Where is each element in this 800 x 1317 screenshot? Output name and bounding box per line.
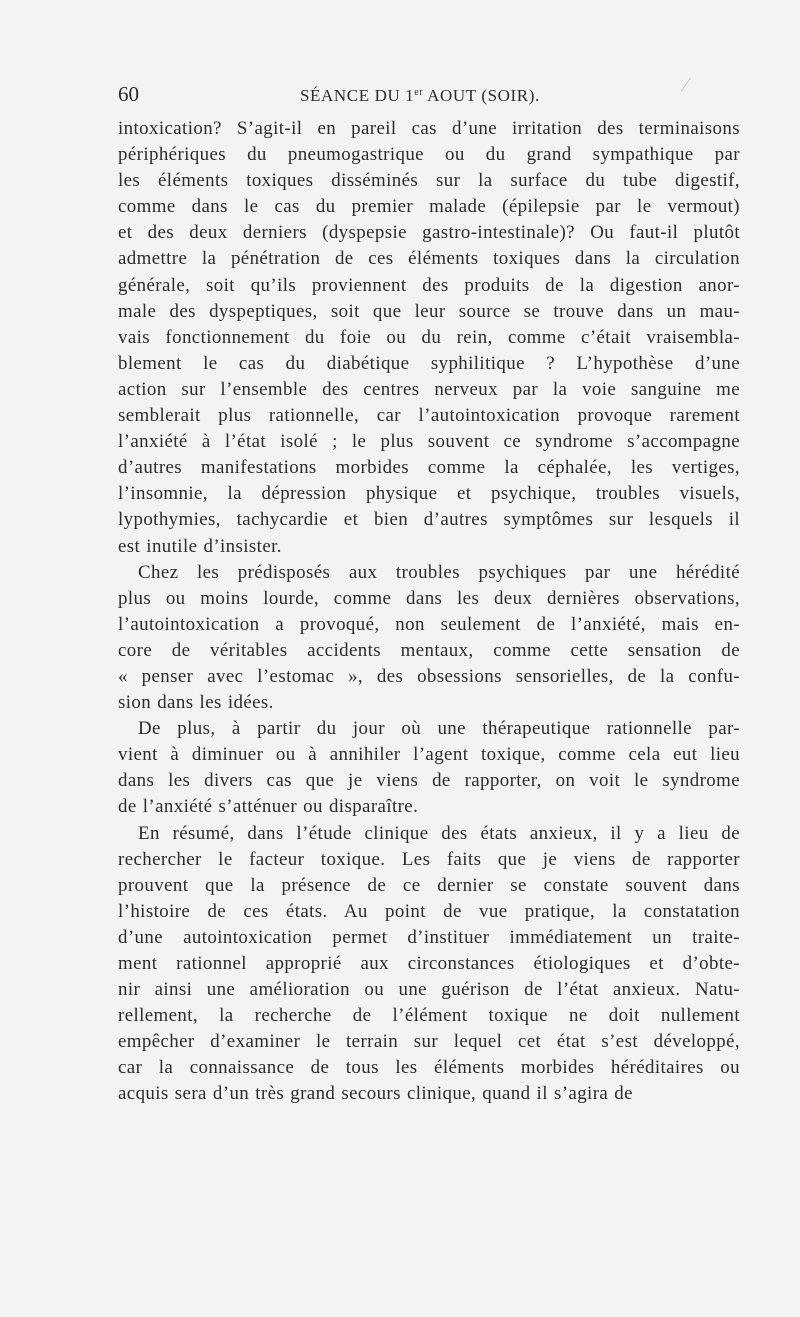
text-line: rellement, la recherche de l’élément toxique ne doit nullement (118, 1005, 740, 1027)
text-line: l’insomnie, la dépression physique et psychique, troubles visuels, (118, 483, 740, 505)
running-title-suffix: AOUT (SOIR). (423, 86, 540, 105)
paragraph (118, 116, 740, 560)
text-line: ment rationnel approprié aux circonstances étiologiques et d’obte- (118, 953, 740, 974)
text-line: l’histoire de ces états. Au point de vue pratique, la constatation (118, 900, 740, 922)
text-line: vais fonctionnement du foie ou du rein, comme c’était vraisembla- (118, 326, 740, 348)
text-line: générale, soit qu’ils proviennent des produits de la digestion anor- (118, 274, 740, 296)
running-title-prefix: SÉANCE DU 1 (300, 86, 415, 105)
paragraph (118, 560, 740, 717)
body-text (118, 116, 740, 1108)
text-line: périphériques du pneumogastrique ou du grand sympathique par (118, 144, 740, 166)
paragraph (118, 716, 740, 820)
page-number: 60 (118, 82, 139, 106)
text-line: est inutile d’insister. (118, 535, 282, 557)
text-line: les éléments toxiques disséminés sur la surface du tube digestif, (118, 170, 740, 192)
text-line: plus ou moins lourde, comme dans les deux dernières observations, (118, 587, 740, 609)
paragraph (118, 821, 740, 1108)
text-line: Chez les prédisposés aux troubles psychiques par une hérédité (138, 561, 740, 583)
text-line: core de véritables accidents mentaux, comme cette sensation de (118, 639, 740, 661)
text-line: l’autointoxication a provoqué, non seulement de l’anxiété, mais en- (118, 613, 740, 635)
text-line: acquis sera d’un très grand secours clinique, quand il s’agira de (118, 1083, 633, 1105)
text-line: action sur l’ensemble des centres nerveux par la voie sanguine me (118, 378, 740, 400)
text-line: dans les divers cas que je viens de rapporter, on voit le syndrome (118, 770, 740, 792)
text-line: nir ainsi une amélioration ou une guérison de l’état anxieux. Natu- (118, 979, 740, 1001)
text-line: car la connaissance de tous les éléments morbides héréditaires ou (118, 1057, 740, 1079)
text-line: En résumé, dans l’étude clinique des états anxieux, il y a lieu de (138, 822, 740, 844)
text-line: intoxication? S’agit-il en pareil cas d’une irritation des terminaisons (118, 118, 740, 139)
text-line: de l’anxiété s’atténuer ou disparaître. (118, 796, 419, 818)
text-line: lypothymies, tachycardie et bien d’autres symptômes sur lesquels il (118, 509, 740, 531)
text-line: admettre la pénétration de ces éléments toxiques dans la circulation (118, 248, 740, 270)
text-line: vient à diminuer ou à annihiler l’agent toxique, comme cela eut lieu (118, 744, 740, 766)
text-line: empêcher d’examiner le terrain sur lequel cet état s’est développé, (118, 1031, 740, 1053)
text-line: comme dans le cas du premier malade (épilepsie par le vermout) (118, 196, 740, 218)
text-line: De plus, à partir du jour où une thérapeutique rationnelle par- (138, 718, 740, 740)
text-line: d’une autointoxication permet d’instituer immédiatement un traite- (118, 926, 740, 948)
running-head (118, 80, 740, 108)
text-line: d’autres manifestations morbides comme la céphalée, les vertiges, (118, 457, 740, 479)
text-line: rechercher le facteur toxique. Les faits que je viens de rapporter (118, 848, 740, 870)
text-line: semblerait plus rationnelle, car l’autointoxication provoque rarement (118, 405, 740, 427)
running-title-superscript: er (414, 87, 424, 98)
text-line: male des dyspeptiques, soit que leur source se trouve dans un mau- (118, 300, 740, 322)
text-line: « penser avec l’estomac », des obsessions sensorielles, de la confu- (118, 665, 740, 687)
text-line: l’anxiété à l’état isolé ; le plus souvent ce syndrome s’accompagne (118, 431, 740, 453)
text-line: blement le cas du diabétique syphilitique ? L’hypothèse d’une (118, 352, 740, 374)
text-line: et des deux derniers (dyspepsie gastro-intestinale)? Ou faut-il plutôt (118, 222, 740, 244)
text-line: sion dans les idées. (118, 692, 274, 714)
running-title (300, 82, 540, 110)
text-line: prouvent que la présence de ce dernier se constate souvent dans (118, 874, 740, 896)
